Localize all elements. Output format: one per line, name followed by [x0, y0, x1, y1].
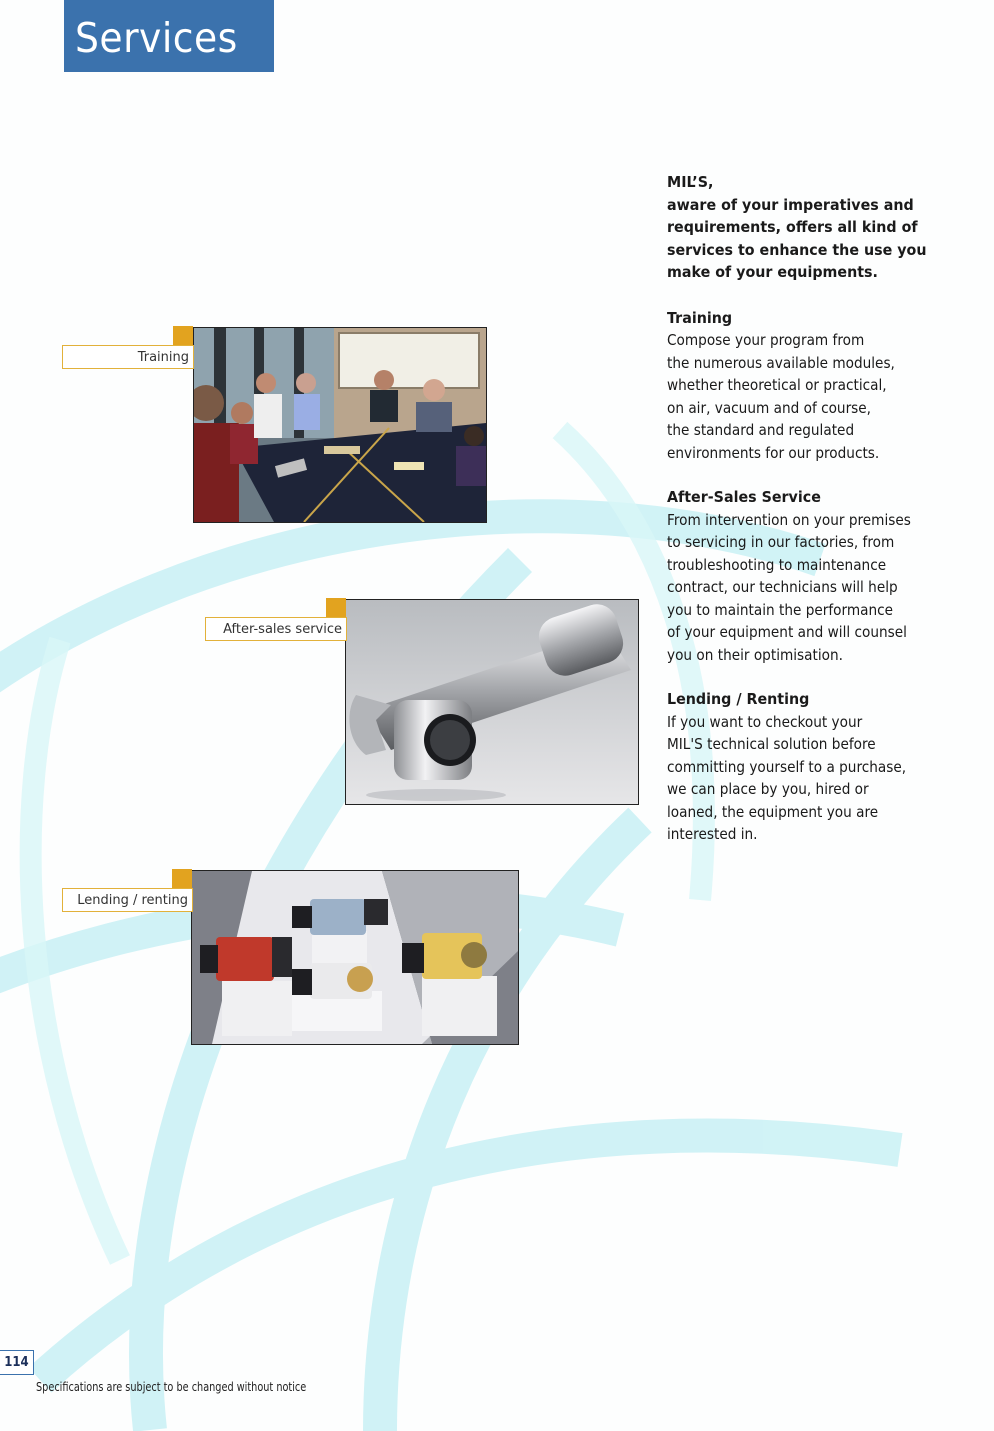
intro-line: requirements, offers all kind of	[667, 218, 918, 236]
training-photo	[193, 327, 487, 523]
lending-label: Lending / renting	[62, 888, 193, 912]
page-title: Services	[75, 14, 238, 62]
training-line: on air, vacuum and of course,	[667, 398, 872, 417]
after-sales-line: you on their optimisation.	[667, 645, 843, 664]
training-line: whether theoretical or practical,	[667, 376, 887, 394]
after-sales-label: After-sales service	[205, 617, 347, 641]
training-line: the numerous available modules,	[667, 353, 895, 372]
training-tag-tab	[173, 326, 193, 346]
lending-line: loaned, the equipment you are	[667, 802, 879, 821]
after-sales-line: contract, our technicians will help	[667, 578, 898, 596]
section-title-banner	[64, 0, 274, 72]
training-label: Training	[62, 345, 194, 369]
intro-paragraph	[667, 171, 960, 284]
after-sales-heading: After-Sales Service	[667, 488, 821, 506]
after-sales-line: to servicing in our factories, from	[667, 533, 895, 551]
lending-heading: Lending / Renting	[667, 690, 810, 708]
training-line: the standard and regulated	[667, 421, 855, 439]
lending-section	[667, 688, 957, 846]
after-sales-line: From intervention on your premises	[667, 510, 911, 529]
lending-tag-tab	[172, 869, 192, 889]
intro-line: MIL’S,	[667, 173, 714, 191]
lending-photo	[191, 870, 519, 1045]
intro-line: make of your equipments.	[667, 263, 878, 281]
training-heading: Training	[667, 308, 733, 327]
training-line: environments for our products.	[667, 443, 880, 462]
after-sales-photo	[345, 599, 639, 805]
training-line: Compose your program from	[667, 331, 865, 349]
services-copy	[667, 171, 957, 846]
lending-line: committing yourself to a purchase,	[667, 757, 907, 776]
lending-line: MIL'S technical solution before	[667, 735, 876, 753]
after-sales-line: of your equipment and will counsel	[667, 623, 907, 641]
after-sales-line: troubleshooting to maintenance	[667, 555, 887, 574]
after-sales-section	[667, 486, 957, 666]
page-number: 114	[0, 1350, 34, 1375]
after-sales-line: you to maintain the performance	[667, 600, 894, 619]
lending-line: we can place by you, hired or	[667, 780, 869, 798]
after-sales-tag-tab	[326, 598, 346, 618]
lending-line: interested in.	[667, 825, 758, 843]
footer-note: Specifications are subject to be changed without notice	[36, 1380, 307, 1394]
intro-line: aware of your imperatives and	[667, 195, 914, 214]
lending-line: If you want to checkout your	[667, 712, 863, 731]
training-section	[667, 307, 957, 465]
intro-line: services to enhance the use you	[667, 240, 927, 259]
